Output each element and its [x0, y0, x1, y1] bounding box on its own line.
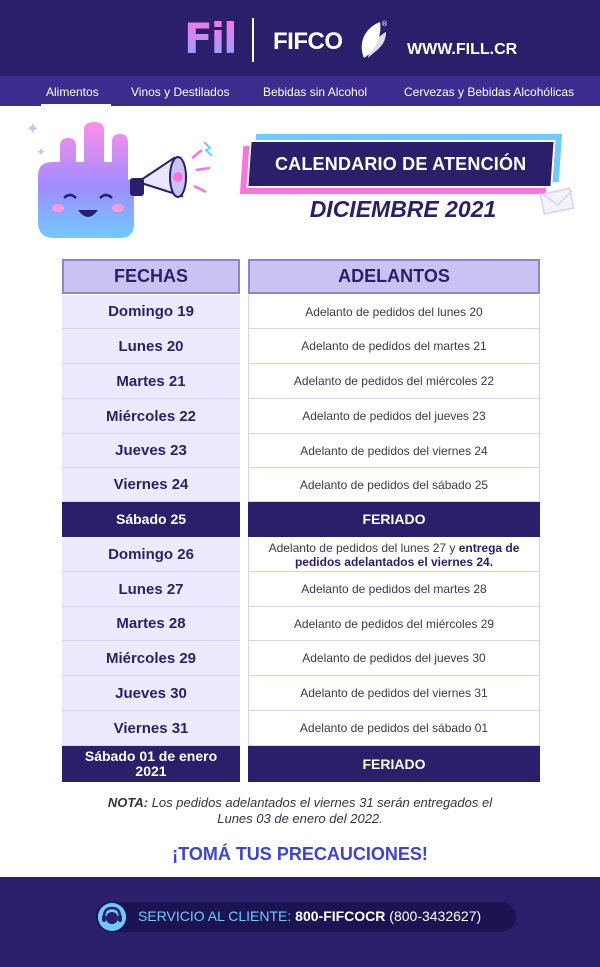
adelanto-cell: Adelanto de pedidos del martes 28: [248, 572, 540, 607]
category-nav: [0, 76, 600, 106]
logo-divider: [252, 18, 254, 62]
customer-service-label: SERVICIO AL CLIENTE:: [138, 908, 296, 924]
registered-mark: ®: [381, 20, 388, 28]
fechas-column-header: FECHAS: [62, 259, 240, 294]
adelanto-cell: Adelanto de pedidos del sábado 01: [248, 711, 540, 746]
customer-service-icon: [98, 903, 126, 931]
fecha-cell-holiday: Sábado 25: [62, 502, 240, 537]
adelanto-cell: Adelanto de pedidos del viernes 24: [248, 434, 540, 468]
adelanto-cell: Adelanto de pedidos del lunes 20: [248, 295, 540, 329]
adelanto-cell: Adelanto de pedidos del sábado 25: [248, 468, 540, 502]
nav-active-indicator: [41, 104, 111, 106]
fecha-cell: Lunes 27: [62, 572, 240, 607]
fecha-cell: Jueves 23: [62, 434, 240, 468]
adelanto-text: Adelanto de pedidos del lunes 27 y: [268, 541, 456, 555]
nota-label: NOTA:: [107, 795, 149, 810]
fecha-cell: Viernes 31: [62, 711, 240, 746]
nav-item-cervezas-bebidas-alcoholicas[interactable]: Cervezas y Bebidas Alcohólicas: [404, 85, 575, 99]
fecha-cell-holiday: Sábado 01 de enero 2021: [62, 746, 240, 782]
top-header: [0, 0, 600, 76]
fecha-cell: Domingo 19: [62, 295, 240, 329]
svg-text:✦: ✦: [26, 119, 40, 138]
nota-text: [100, 795, 500, 827]
megaphone-icon: [130, 142, 212, 197]
calendar-title-banner: [246, 140, 555, 188]
envelope-icon: [540, 187, 576, 215]
fecha-cell: Martes 21: [62, 364, 240, 399]
fifco-logo-text[interactable]: FIFCO: [273, 28, 343, 55]
feriado-cell: FERIADO: [248, 502, 540, 537]
adelanto-cell: Adelanto de pedidos del viernes 31: [248, 676, 540, 711]
fecha-cell: Miércoles 22: [62, 399, 240, 434]
adelantos-column-header: ADELANTOS: [248, 259, 540, 294]
fifco-leaf-icon: [358, 18, 388, 62]
fecha-cell: Jueves 30: [62, 676, 240, 711]
calendar-month: DICIEMBRE 2021: [309, 196, 497, 222]
adelanto-cell: Adelanto de pedidos del jueves 30: [248, 641, 540, 676]
nav-item-vinos-destilados[interactable]: Vinos y Destilados: [131, 85, 230, 99]
nota-body: Los pedidos adelantados el viernes 31 serán entregados el Lunes 03 de enero del 2022.: [148, 795, 493, 826]
nav-item-bebidas-sin-alcohol[interactable]: Bebidas sin Alcohol: [263, 85, 368, 99]
nav-item-alimentos[interactable]: Alimentos: [46, 85, 99, 99]
fecha-cell: Martes 28: [62, 607, 240, 641]
fecha-cell: Viernes 24: [62, 468, 240, 502]
fill-logo[interactable]: Fill: [184, 14, 248, 63]
fecha-cell: Miércoles 29: [62, 641, 240, 676]
svg-text:✦: ✦: [36, 145, 47, 159]
adelanto-text-bold: entrega de pedidos adelantados el viernes 24.: [294, 541, 520, 569]
website-link[interactable]: WWW.FILL.CR: [407, 41, 518, 58]
feriado-cell: FERIADO: [248, 746, 540, 782]
mascot-icon: [26, 118, 246, 242]
customer-service-phone-name: 800-FIFCOCR: [295, 908, 386, 924]
adelanto-cell: Adelanto de pedidos del martes 21: [248, 329, 540, 364]
customer-service-text[interactable]: [138, 908, 481, 924]
customer-service-phone-number: (800-3432627): [385, 908, 482, 924]
adelanto-cell: Adelanto de pedidos del miércoles 29: [248, 607, 540, 641]
adelanto-cell: Adelanto de pedidos del miércoles 22: [248, 364, 540, 399]
fecha-cell: Domingo 26: [62, 537, 240, 572]
adelanto-cell: Adelanto de pedidos del jueves 23: [248, 399, 540, 434]
precaucion-heading: ¡TOMÁ TUS PRECAUCIONES!: [172, 844, 428, 864]
fecha-cell: Lunes 20: [62, 329, 240, 364]
calendar-title: CALENDARIO DE ATENCIÓN: [275, 153, 527, 174]
adelanto-cell: [248, 537, 540, 572]
